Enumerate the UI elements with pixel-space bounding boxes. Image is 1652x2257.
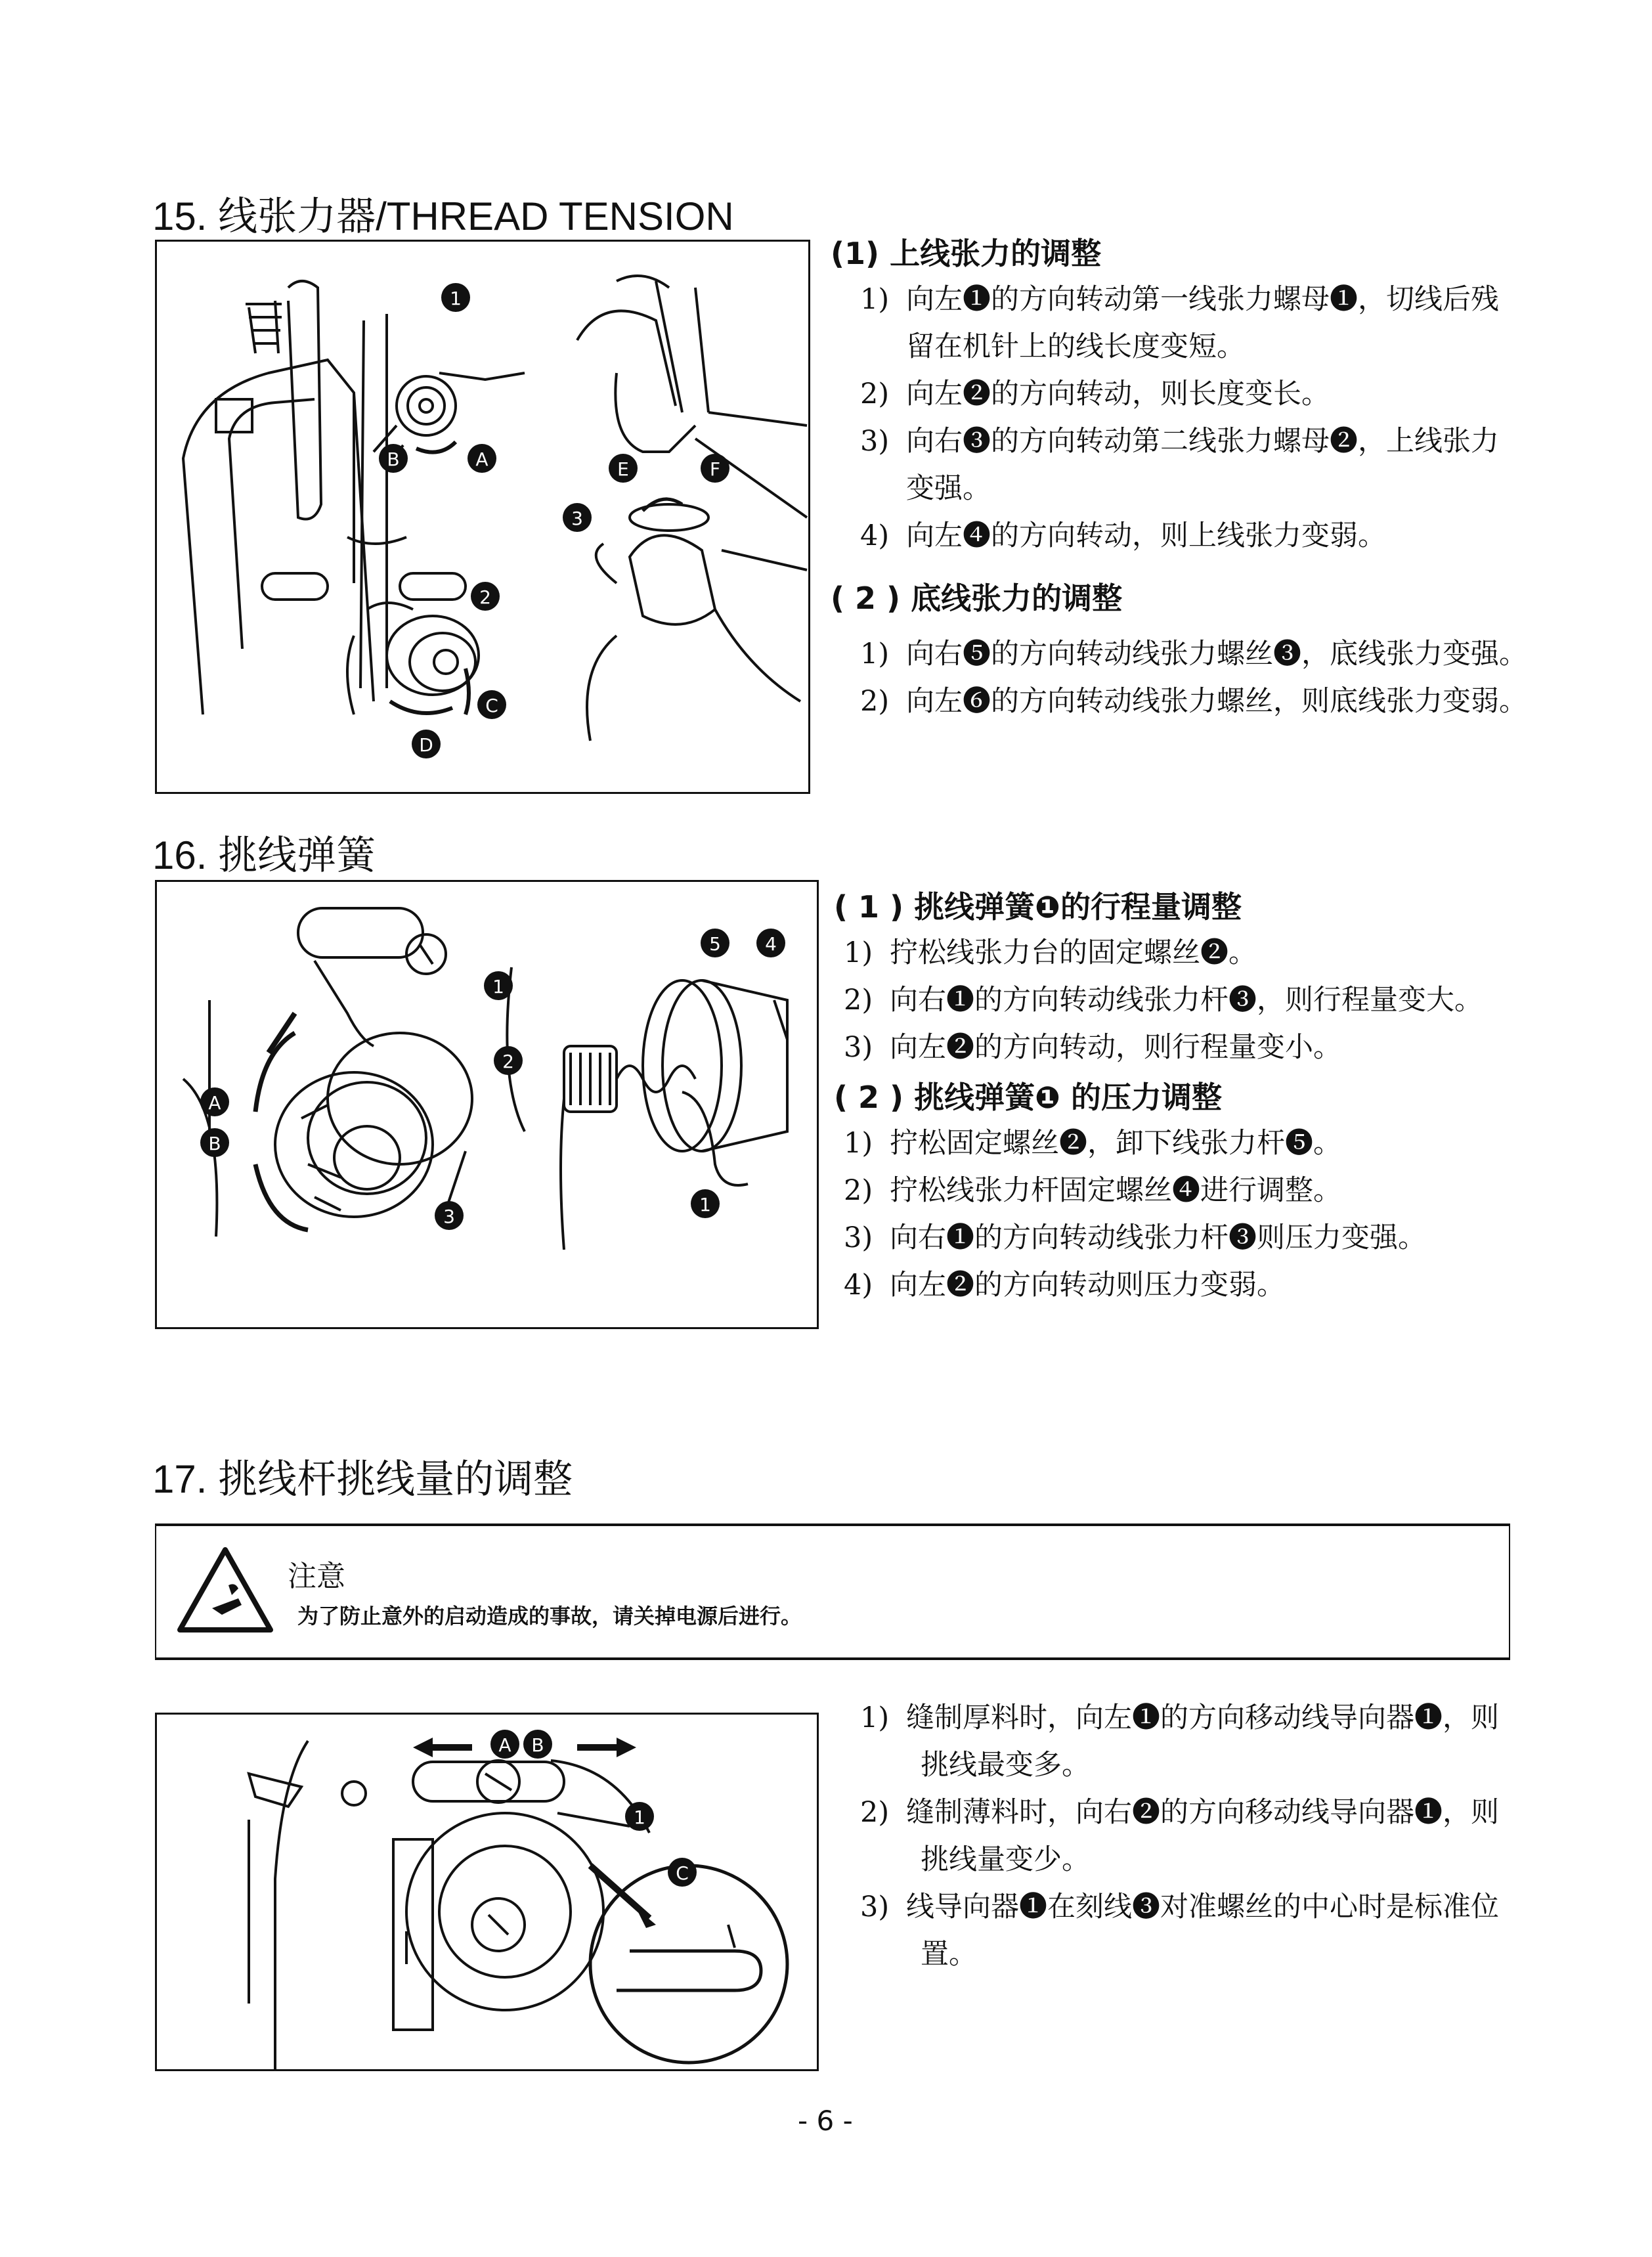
svg-text:1: 1 (492, 976, 504, 997)
list-item: 2) 缝制薄料时，向右❷的方向移动线导向器❶，则 (860, 1796, 1499, 1829)
svg-text:A: A (208, 1092, 221, 1114)
page-number: - 6 - (798, 2105, 853, 2137)
section-15-title: 15. 线张力器/THREAD TENSION (152, 194, 734, 238)
svg-text:2: 2 (502, 1051, 514, 1072)
section-16-title: 16. 挑线弹簧 (152, 833, 376, 877)
warning-triangle-icon (176, 1546, 274, 1634)
label-1: 1 (450, 288, 462, 309)
list-item: 置。 (921, 1938, 977, 1971)
svg-text:2: 2 (479, 586, 491, 608)
svg-text:3: 3 (443, 1206, 455, 1227)
figure-thread-guide (155, 1713, 819, 2071)
sec15-list-1 (860, 276, 1615, 559)
svg-text:F: F (709, 458, 721, 480)
list-item: 2) 向左❷的方向转动，则长度变长。 (860, 378, 1330, 410)
section-17-title: 17. 挑线杆挑线量的调整 (152, 1457, 573, 1501)
sec15-subtitle-2: ( 2 ) 底线张力的调整 (831, 581, 1123, 616)
svg-text:1: 1 (634, 1807, 645, 1828)
svg-text:B: B (531, 1734, 544, 1756)
thread-tension-illustration (157, 242, 808, 792)
svg-text:E: E (617, 458, 629, 480)
sec15-subtitle-1: (1) 上线张力的调整 (831, 236, 1102, 271)
svg-text:4: 4 (765, 933, 777, 955)
figure-thread-tension (155, 240, 810, 794)
caution-box (155, 1523, 1510, 1660)
sec16-subtitle-1: ( 1 ) 挑线弹簧❶的行程量调整 (834, 889, 1242, 925)
list-item: 1) 拧松固定螺丝❷，卸下线张力杆❺。 (844, 1127, 1341, 1160)
svg-text:A: A (475, 449, 489, 470)
list-item: 3) 线导向器❶在刻线❸对准螺丝的中心时是标准位 (860, 1891, 1499, 1923)
sec17-list (860, 1694, 1582, 1978)
figure-take-up-spring (155, 880, 819, 1329)
thread-guide-illustration (157, 1715, 817, 2069)
list-item: 留在机针上的线长度变短。 (906, 330, 1245, 363)
svg-text:B: B (387, 449, 400, 470)
sec15-list-2 (860, 630, 1635, 725)
svg-text:5: 5 (709, 933, 721, 955)
svg-text:C: C (485, 695, 498, 716)
svg-text:C: C (676, 1862, 689, 1884)
sec16-list-2 (844, 1120, 1632, 1309)
svg-text:B: B (208, 1133, 221, 1154)
sec16-list-1 (844, 929, 1632, 1071)
list-item: 挑线量变少。 (921, 1843, 1090, 1876)
list-item: 2) 向左❻的方向转动线张力螺丝，则底线张力变弱。 (860, 685, 1527, 718)
list-item: 1) 缝制厚料时，向左❶的方向移动线导向器❶，则 (860, 1701, 1499, 1734)
caution-text: 为了防止意外的启动造成的事故，请关掉电源后进行。 (297, 1604, 802, 1629)
svg-text:3: 3 (571, 508, 583, 529)
list-item: 4) 向左❹的方向转动，则上线张力变弱。 (860, 519, 1386, 552)
list-item: 3) 向左❷的方向转动，则行程量变小。 (844, 1031, 1341, 1064)
svg-text:1: 1 (699, 1194, 711, 1216)
list-item: 4) 向左❷的方向转动则压力变弱。 (844, 1269, 1285, 1302)
svg-text:D: D (419, 734, 433, 756)
take-up-spring-illustration (157, 882, 817, 1327)
list-item: 3) 向右❶的方向转动线张力杆❸则压力变强。 (844, 1221, 1426, 1254)
sec16-subtitle-2: ( 2 ) 挑线弹簧❶ 的压力调整 (834, 1080, 1223, 1115)
caution-title: 注意 (288, 1560, 345, 1593)
list-item: 3) 向右❸的方向转动第二线张力螺母❷，上线张力 (860, 425, 1499, 458)
list-item: 2) 拧松线张力杆固定螺丝❹进行调整。 (844, 1174, 1341, 1207)
list-item: 变强。 (906, 472, 991, 505)
list-item: 1) 向左❶的方向转动第一线张力螺母❶，切线后残 (860, 283, 1499, 316)
list-item: 2) 向右❶的方向转动线张力杆❸，则行程量变大。 (844, 984, 1483, 1017)
list-item: 1) 拧松线张力台的固定螺丝❷。 (844, 936, 1257, 969)
svg-text:A: A (498, 1734, 511, 1756)
list-item: 1) 向右❺的方向转动线张力螺丝❸，底线张力变强。 (860, 638, 1527, 670)
list-item: 挑线最变多。 (921, 1749, 1090, 1782)
